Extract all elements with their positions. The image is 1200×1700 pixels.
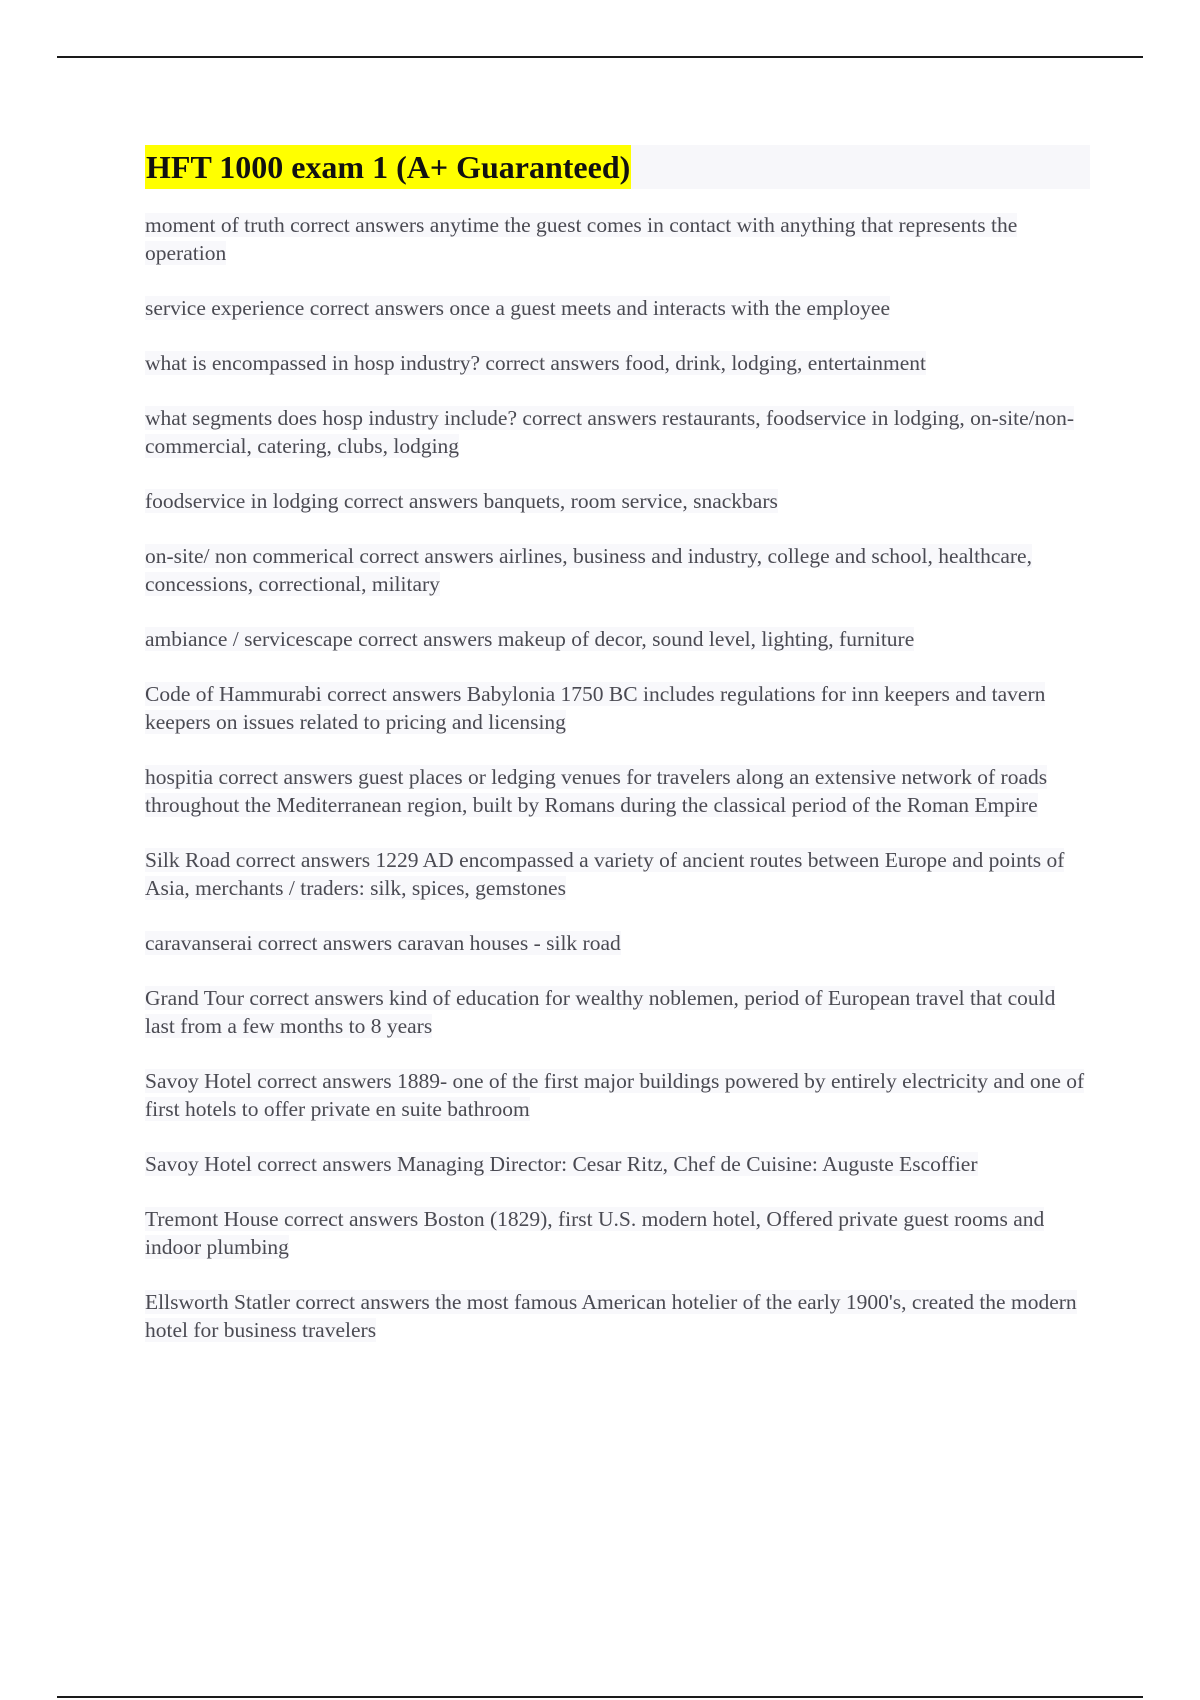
entry-text: Savoy Hotel correct answers 1889- one of the first major buildings powered by entirely electricity and one of first hotels to offer private en suite bathroom xyxy=(145,1069,1085,1121)
flashcard-entry xyxy=(145,1288,1090,1344)
entry-text: Code of Hammurabi correct answers Babylonia 1750 BC includes regulations for inn keepers and tavern keepers on issues related to pricing and licensing xyxy=(145,682,1046,734)
header-rule xyxy=(57,56,1143,58)
flashcard-entry xyxy=(145,763,1090,819)
entry-text: Tremont House correct answers Boston (1829), first U.S. modern hotel, Offered private guest rooms and indoor plumbing xyxy=(145,1207,1045,1259)
entry-text: service experience correct answers once a guest meets and interacts with the employee xyxy=(145,296,890,320)
flashcard-entry xyxy=(145,846,1090,902)
flashcard-entry xyxy=(145,929,1090,957)
flashcard-entry xyxy=(145,542,1090,598)
flashcard-entry xyxy=(145,487,1090,515)
flashcard-entry xyxy=(145,680,1090,736)
entry-text: what segments does hosp industry include? correct answers restaurants, foodservice in lodging, on-site/non-commercial, catering, clubs, lodging xyxy=(145,406,1075,458)
title-band xyxy=(145,145,1090,189)
flashcard-entry xyxy=(145,211,1090,267)
entry-text: caravanserai correct answers caravan houses - silk road xyxy=(145,931,621,955)
flashcard-entry xyxy=(145,1067,1090,1123)
entry-text: what is encompassed in hosp industry? correct answers food, drink, lodging, entertainment xyxy=(145,351,926,375)
entry-text: Silk Road correct answers 1229 AD encompassed a variety of ancient routes between Europe and points of Asia, merchants / traders: silk, spices, gemstones xyxy=(145,848,1065,900)
entry-text: ambiance / servicescape correct answers makeup of decor, sound level, lighting, furniture xyxy=(145,627,915,651)
entry-text: on-site/ non commerical correct answers airlines, business and industry, college and school, healthcare, concessions, correctional, military xyxy=(145,544,1032,596)
flashcard-entry xyxy=(145,404,1090,460)
entry-text: Grand Tour correct answers kind of education for wealthy noblemen, period of European travel that could last from a few months to 8 years xyxy=(145,986,1056,1038)
flashcard-entry xyxy=(145,625,1090,653)
entry-text: Ellsworth Statler correct answers the most famous American hotelier of the early 1900's, created the modern hotel for business travelers xyxy=(145,1290,1077,1342)
flashcard-entry xyxy=(145,1205,1090,1261)
entry-text: Savoy Hotel correct answers Managing Director: Cesar Ritz, Chef de Cuisine: Auguste Escoffier xyxy=(145,1152,978,1176)
entry-text: foodservice in lodging correct answers banquets, room service, snackbars xyxy=(145,489,778,513)
flashcard-entry xyxy=(145,984,1090,1040)
flashcard-entry xyxy=(145,1150,1090,1178)
entry-text: hospitia correct answers guest places or ledging venues for travelers along an extensive network of roads throughout the Mediterranean region, built by Romans during the classical period of the Roman Empire xyxy=(145,765,1048,817)
flashcard-entry xyxy=(145,349,1090,377)
entry-text: moment of truth correct answers anytime the guest comes in contact with anything that represents the operation xyxy=(145,213,1018,265)
footer-rule xyxy=(57,1696,1143,1698)
document-title: HFT 1000 exam 1 (A+ Guaranteed) xyxy=(145,145,631,189)
flashcard-entry xyxy=(145,294,1090,322)
document-body xyxy=(145,145,1090,1371)
